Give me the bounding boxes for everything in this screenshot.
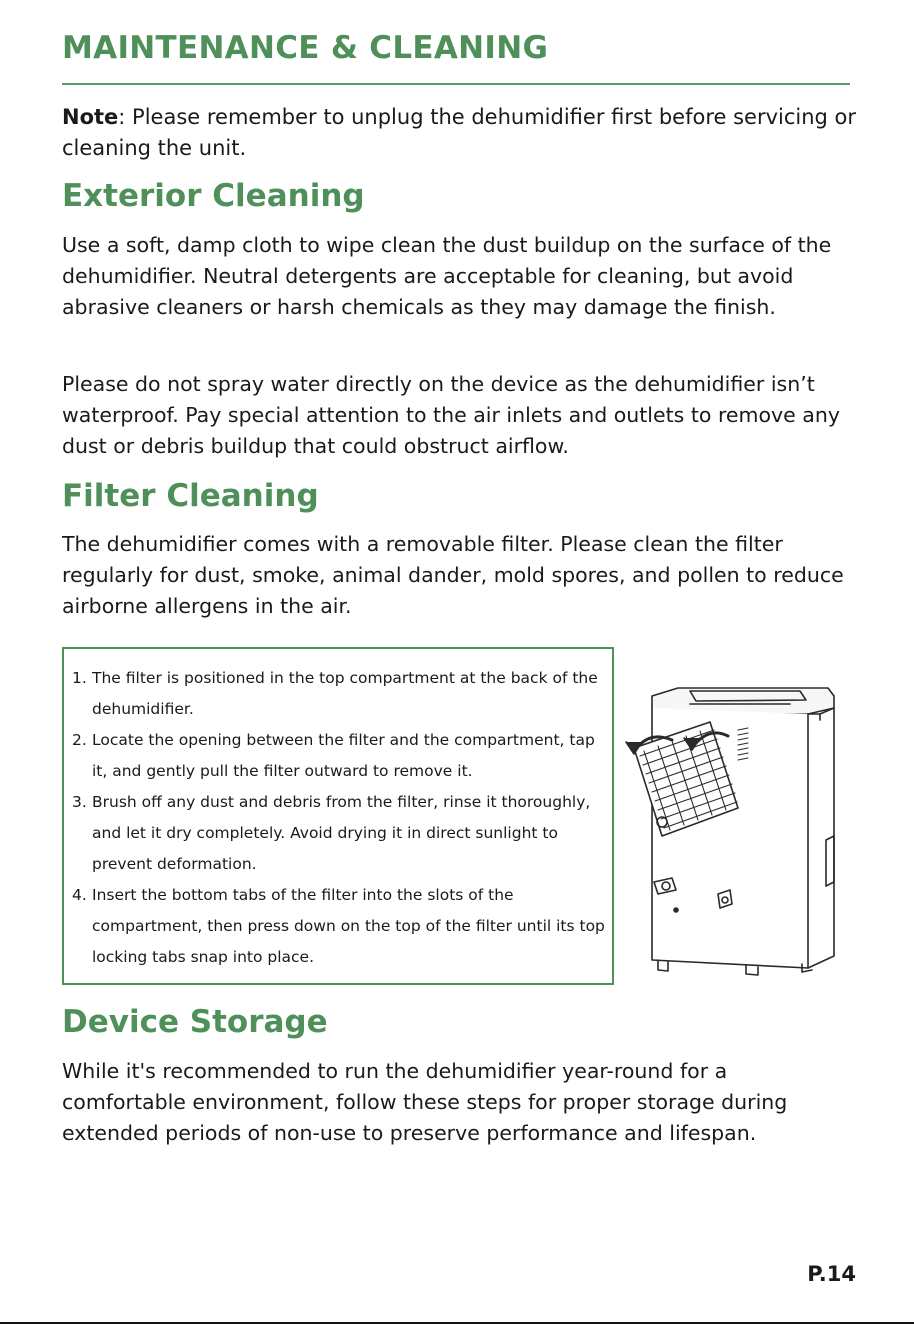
step-number: 2. — [72, 731, 87, 749]
filter-cleaning-heading: Filter Cleaning — [62, 478, 319, 514]
page-title: MAINTENANCE & CLEANING — [62, 30, 549, 66]
device-storage-heading: Device Storage — [62, 1004, 328, 1040]
title-divider — [62, 83, 850, 85]
step-text: Locate the opening between the filter and the compartment, tap it, and gently pull the filter outward to remove it. — [92, 731, 595, 780]
filter-cleaning-paragraph: The dehumidifier comes with a removable filter. Please clean the filter regularly for dust, smoke, animal dander, mold spores, and pollen to reduce airborne allergens in the air. — [62, 532, 844, 618]
step-text: The filter is positioned in the top compartment at the back of the dehumidifier. — [92, 669, 598, 718]
filter-steps-list — [72, 663, 607, 973]
exterior-cleaning-heading: Exterior Cleaning — [62, 178, 365, 214]
filter-steps-box — [62, 647, 614, 985]
exterior-cleaning-paragraph-1: Use a soft, damp cloth to wipe clean the dust buildup on the surface of the dehumidifier. Neutral detergents are acceptable for cleaning, but avoid abrasive cleaners or harsh chemicals as they may damage the finish. — [62, 233, 832, 319]
step-number: 1. — [72, 669, 87, 687]
filter-step — [72, 787, 607, 880]
note-label: Note — [62, 105, 119, 129]
step-number: 4. — [72, 886, 87, 904]
dehumidifier-filter-removal-illustration — [620, 660, 850, 990]
filter-step — [72, 725, 607, 787]
note-text: : Please remember to unplug the dehumidifier first before servicing or cleaning the unit. — [62, 105, 857, 160]
device-storage-paragraph: While it's recommended to run the dehumidifier year-round for a comfortable environment, follow these steps for proper storage during extended periods of non-use to preserve performance and lifespan. — [62, 1059, 788, 1145]
note-paragraph — [62, 102, 862, 164]
exterior-cleaning-paragraph-2: Please do not spray water directly on the device as the dehumidifier isn’t waterproof. Pay special attention to the air inlets and outlets to remove any dust or debris buildup that could obstruct airflow. — [62, 372, 840, 458]
filter-step — [72, 663, 607, 725]
step-number: 3. — [72, 793, 87, 811]
page-number: P.14 — [807, 1262, 856, 1286]
step-text: Brush off any dust and debris from the filter, rinse it thoroughly, and let it dry completely. Avoid drying it in direct sunlight to prevent deformation. — [92, 793, 591, 873]
filter-step — [72, 880, 607, 973]
step-text: Insert the bottom tabs of the filter into the slots of the compartment, then press down on the top of the filter until its top locking tabs snap into place. — [92, 886, 605, 966]
